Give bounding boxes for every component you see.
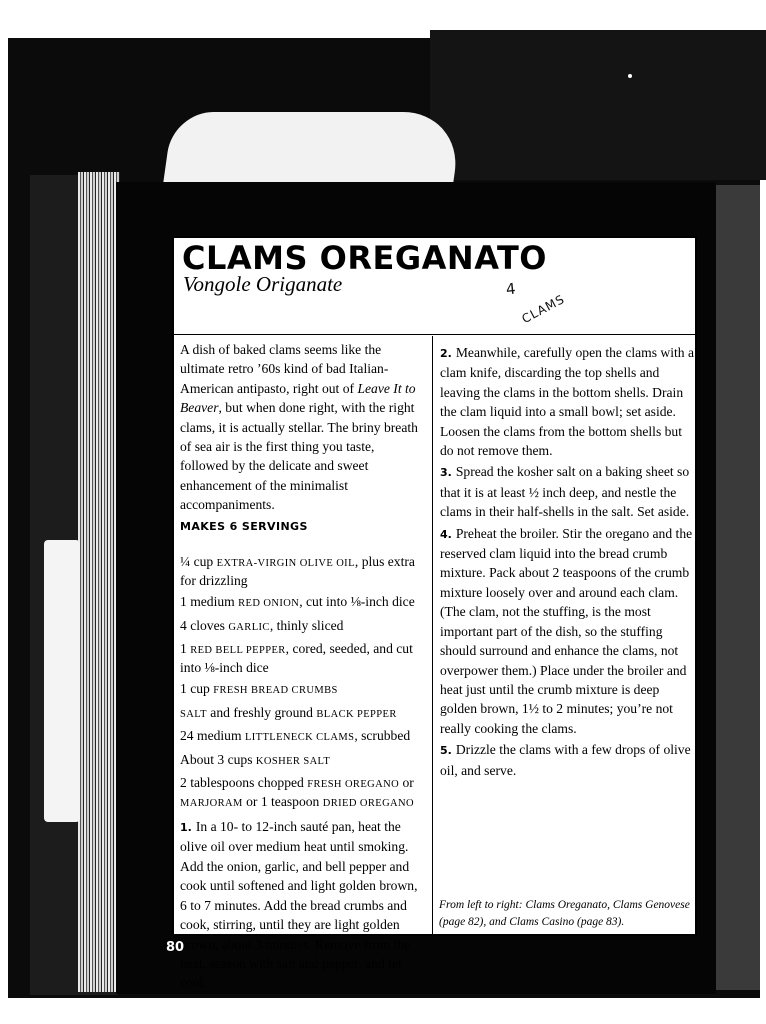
intro-text-2: , but when done right, with the right clams, it is actually stellar. The briny breath of sea air is the first thing you taste, followed by the delicate and sweet enhancement of the minimalist accompaniments. (180, 400, 418, 513)
ingredient-item: 1 RED BELL PEPPER, cored, seeded, and cut into ⅛-inch dice (180, 641, 413, 675)
ingredient-item: 2 tablespoons chopped FRESH OREGANO or MARJORAM or 1 teaspoon DRIED OREGANO (180, 775, 415, 809)
step-item: 2. Meanwhile, carefully open the clams with a clam knife, discarding the top shells and leaving the clams in the bottom shells. Drain the clam liquid into a small bowl; set aside. Loosen the clams from the bottom shells but do not remove them. (440, 345, 695, 459)
servings-label: MAKES 6 SERVINGS (180, 519, 308, 533)
recipe-subtitle: Vongole Origanate (183, 272, 343, 296)
photo-caption: From left to right: Clams Oreganato, Clams Genovese (page 82), and Clams Casino (page 83). (439, 899, 690, 928)
step-item: 3. Spread the kosher salt on a baking sheet so that it is at least ½ inch deep, and nestle the clams in their half-shells in the salt. Set aside. (440, 464, 690, 520)
ingredient-item: 1 cup FRESH BREAD CRUMBS (180, 681, 338, 697)
recipe-title: CLAMS OREGANATO (182, 239, 547, 277)
handwritten-note-count: 4 (505, 279, 517, 299)
intro-text-1: A dish of baked clams seems like the ultimate retro ’60s kind of bad Italian-American antipasto, right out of (180, 342, 389, 396)
left-column (180, 340, 426, 995)
right-column (440, 343, 696, 782)
scan-speck (628, 74, 632, 78)
page-curl (163, 112, 463, 186)
page-stack (78, 172, 120, 992)
intro-italic-title: Leave It to Beaver (180, 380, 416, 416)
handwritten-note-clams: CLAMS (519, 291, 568, 327)
step-item: 5. Drizzle the clams with a few drops of olive oil, and serve. (440, 742, 691, 778)
column-divider (432, 336, 433, 936)
ingredient-item: 1 medium RED ONION, cut into ⅛-inch dice (180, 594, 415, 610)
header-divider (172, 334, 697, 335)
page-number: 80 (166, 940, 185, 955)
step-item: 1. In a 10- to 12-inch sauté pan, heat the olive oil over medium heat until smoking. Add the onion, garlic, and bell pepper and cook until softened and light golden brown, 6 to 7 minutes. Add the bread crumbs and cook, stirring, until they are light golden brown, about 3 minutes. Remove from the heat, season with salt and pepper, and let cool. (180, 819, 418, 991)
ingredient-item: ¼ cup EXTRA-VIRGIN OLIVE OIL, plus extra for drizzling (180, 554, 415, 588)
paper-tab (44, 540, 80, 822)
ingredient-item: About 3 cups KOSHER SALT (180, 751, 331, 767)
ingredient-item: 4 cloves GARLIC, thinly sliced (180, 617, 344, 633)
ingredient-item: SALT and freshly ground BLACK PEPPER (180, 704, 397, 720)
step-item: 4. Preheat the broiler. Stir the oregano and the reserved clam liquid into the bread crumb mixture. Pack about 2 teaspoons of the crumb mixture loosely over and around each clam. (The clam, not the stuffing, is the most important part of the dish, so the stuffing should surround and enhance the clams, not overpower them.) Place under the broiler and heat just until the crumb mixture is deep golden brown, 1½ to 2 minutes; you’re not really cooking the clams. (440, 525, 693, 736)
ingredient-item: 24 medium LITTLENECK CLAMS, scrubbed (180, 728, 411, 744)
scan-shadow (430, 30, 766, 180)
intro-paragraph (180, 340, 426, 515)
